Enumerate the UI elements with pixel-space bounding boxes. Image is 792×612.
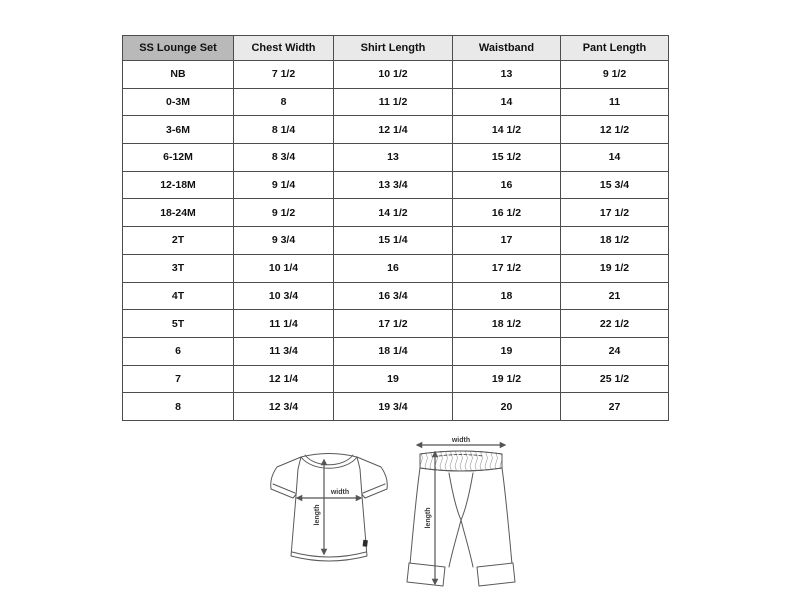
measurement-value: 9 3/4 — [234, 227, 334, 255]
column-header-chest-width: Chest Width — [234, 36, 334, 61]
measurement-value: 15 3/4 — [561, 171, 669, 199]
measurement-value: 9 1/2 — [234, 199, 334, 227]
measurement-value: 8 1/4 — [234, 116, 334, 144]
pants-left-outer-seam — [410, 468, 420, 564]
table-row — [123, 227, 669, 255]
measurement-value: 13 — [453, 61, 561, 89]
header-row — [123, 36, 669, 61]
measurement-value: 8 3/4 — [234, 144, 334, 172]
size-label: 12-18M — [123, 171, 234, 199]
measurement-value: 10 3/4 — [234, 282, 334, 310]
measurement-value: 14 1/2 — [453, 116, 561, 144]
measurement-value: 11 1/2 — [334, 88, 453, 116]
table-row — [123, 337, 669, 365]
measurement-value: 18 1/2 — [561, 227, 669, 255]
measurement-value: 12 3/4 — [234, 393, 334, 421]
shirt-diagram — [266, 443, 392, 580]
measurement-value: 18 — [453, 282, 561, 310]
measurement-value: 14 — [561, 144, 669, 172]
size-label: 0-3M — [123, 88, 234, 116]
measurement-value: 16 1/2 — [453, 199, 561, 227]
size-label: 6 — [123, 337, 234, 365]
measurement-value: 13 3/4 — [334, 171, 453, 199]
measurement-value: 10 1/4 — [234, 254, 334, 282]
measurement-value: 17 1/2 — [561, 199, 669, 227]
shirt-length-label: length — [314, 504, 321, 526]
table-row — [123, 282, 669, 310]
measurement-value: 9 1/2 — [561, 61, 669, 89]
measurement-value: 12 1/2 — [561, 116, 669, 144]
measurement-value: 15 1/2 — [453, 144, 561, 172]
table-row — [123, 365, 669, 393]
size-label: 5T — [123, 310, 234, 338]
measurement-value: 19 3/4 — [334, 393, 453, 421]
table-row — [123, 310, 669, 338]
size-label: 6-12M — [123, 144, 234, 172]
pants-left-cuff — [407, 563, 445, 586]
size-label: NB — [123, 61, 234, 89]
measurement-value: 14 1/2 — [334, 199, 453, 227]
column-header-pant-length: Pant Length — [561, 36, 669, 61]
measurement-value: 12 1/4 — [334, 116, 453, 144]
measurement-value: 16 — [453, 171, 561, 199]
column-header-waistband: Waistband — [453, 36, 561, 61]
table-row — [123, 61, 669, 89]
measurement-value: 25 1/2 — [561, 365, 669, 393]
size-label: 3T — [123, 254, 234, 282]
table-body — [123, 61, 669, 421]
measurement-value: 9 1/4 — [234, 171, 334, 199]
measurement-value: 7 1/2 — [234, 61, 334, 89]
size-label: 7 — [123, 365, 234, 393]
pants-width-label: width — [451, 437, 471, 444]
shirt-body — [291, 454, 367, 562]
pants-diagram — [404, 434, 518, 595]
measurement-value: 19 — [334, 365, 453, 393]
measurement-value: 10 1/2 — [334, 61, 453, 89]
measurement-value: 22 1/2 — [561, 310, 669, 338]
measurement-value: 17 — [453, 227, 561, 255]
measurement-value: 24 — [561, 337, 669, 365]
shirt-width-label: width — [330, 489, 350, 496]
pants-right-outer-seam — [502, 468, 512, 564]
chart-title: SS Lounge Set — [123, 36, 234, 61]
pants-length-label: length — [425, 507, 432, 529]
measurement-value: 11 — [561, 88, 669, 116]
measurement-value: 18 1/2 — [453, 310, 561, 338]
size-label: 18-24M — [123, 199, 234, 227]
measurement-value: 21 — [561, 282, 669, 310]
size-label: 3-6M — [123, 116, 234, 144]
measurement-value: 11 3/4 — [234, 337, 334, 365]
measurement-value: 17 1/2 — [334, 310, 453, 338]
measurement-value: 8 — [234, 88, 334, 116]
measurement-value: 16 — [334, 254, 453, 282]
measurement-value: 19 — [453, 337, 561, 365]
measurement-value: 19 1/2 — [453, 365, 561, 393]
measurement-value: 20 — [453, 393, 561, 421]
size-chart-table — [122, 35, 669, 421]
shirt-tag — [363, 540, 368, 547]
table-row — [123, 116, 669, 144]
table-row — [123, 88, 669, 116]
column-header-shirt-length: Shirt Length — [334, 36, 453, 61]
measurement-value: 17 1/2 — [453, 254, 561, 282]
table-row — [123, 171, 669, 199]
table-row — [123, 254, 669, 282]
measurement-value: 27 — [561, 393, 669, 421]
measurement-value: 19 1/2 — [561, 254, 669, 282]
measurement-value: 13 — [334, 144, 453, 172]
table-row — [123, 144, 669, 172]
measurement-value: 11 1/4 — [234, 310, 334, 338]
measurement-value: 12 1/4 — [234, 365, 334, 393]
size-label: 4T — [123, 282, 234, 310]
table-row — [123, 199, 669, 227]
measurement-value: 14 — [453, 88, 561, 116]
measurement-value: 16 3/4 — [334, 282, 453, 310]
size-label: 2T — [123, 227, 234, 255]
size-label: 8 — [123, 393, 234, 421]
measurement-value: 15 1/4 — [334, 227, 453, 255]
pants-right-cuff — [477, 563, 515, 586]
table-row — [123, 393, 669, 421]
measurement-value: 18 1/4 — [334, 337, 453, 365]
